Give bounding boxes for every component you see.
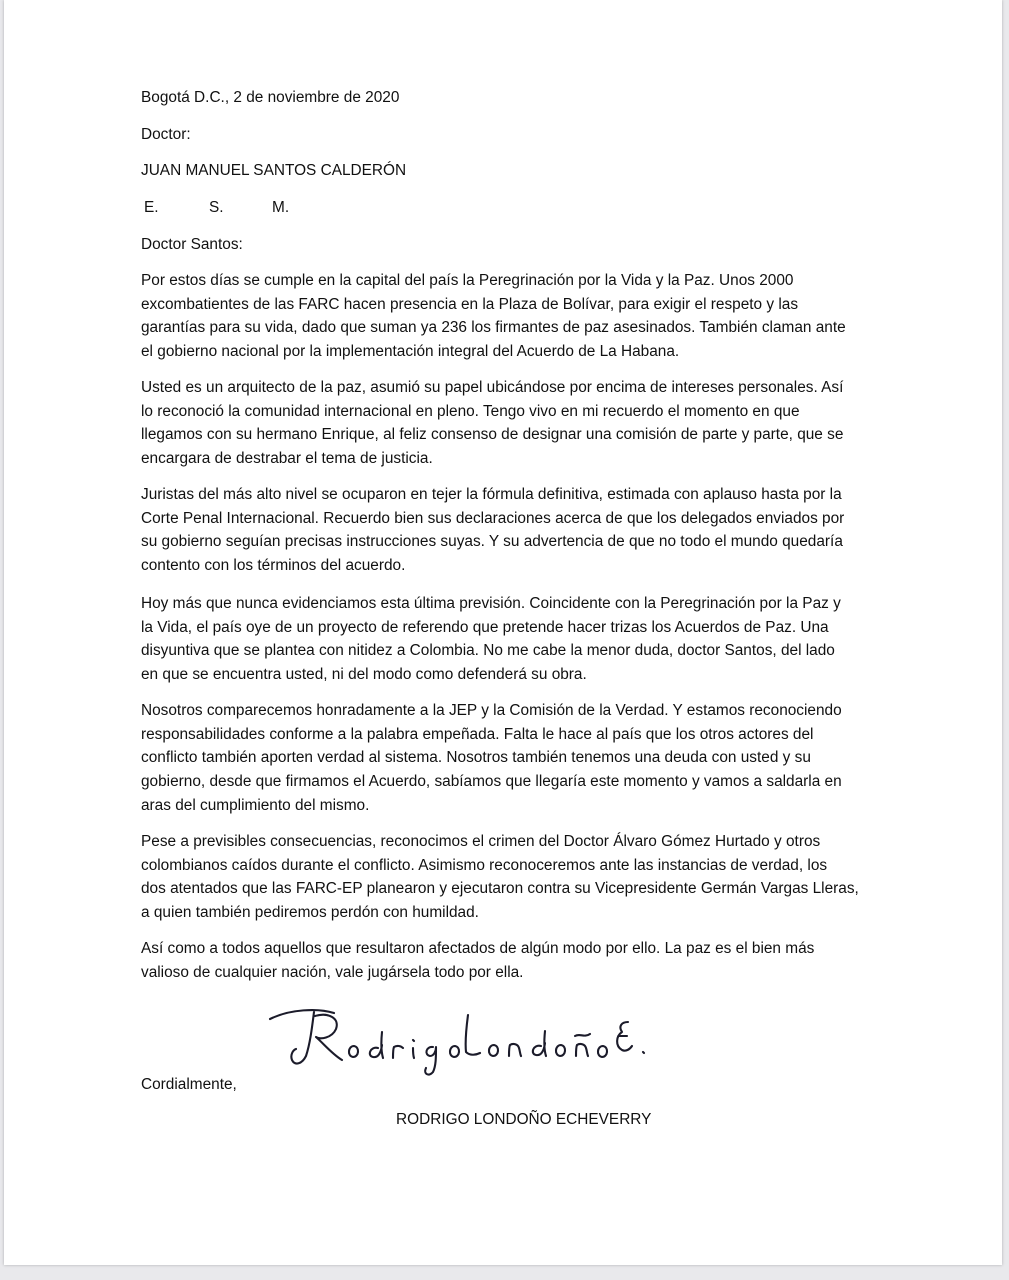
closing: Cordialmente, — [141, 1076, 237, 1093]
paragraph-line: Así como a todos aquellos que resultaron afectados de algún modo por ello. La paz es el bien más — [141, 940, 815, 957]
recipient-name: JUAN MANUEL SANTOS CALDERÓN — [141, 162, 407, 179]
paragraph-line: dos atentados que las FARC-EP planearon y ejecutaron contra su Vicepresidente Germán Vargas Lleras, — [141, 880, 859, 898]
paragraph-2 — [141, 376, 901, 471]
salutation-title: Doctor: — [141, 126, 191, 143]
paragraph-line: disyuntiva que se plantea con nitidez a Colombia. No me cabe la menor duda, doctor Santos, del lado — [141, 642, 835, 660]
greeting: Doctor Santos: — [141, 236, 243, 253]
paragraph-line: Usted es un arquitecto de la paz, asumió su papel ubicándose por encima de intereses personales. Así — [141, 379, 844, 396]
paragraph-7 — [141, 937, 901, 984]
paragraph-line: Por estos días se cumple en la capital del país la Peregrinación por la Vida y la Paz. Unos 2000 — [141, 272, 794, 289]
paragraph-line: la Vida, el país oye de un proyecto de referendo que pretende hacer trizas los Acuerdos de Paz. Una — [141, 618, 829, 636]
paragraph-line: Corte Penal Internacional. Recuerdo bien sus declaraciones acerca de que los delegados enviados por — [141, 509, 845, 527]
paragraph-line: Nosotros comparecemos honradamente a la JEP y la Comisión de la Verdad. Y estamos reconociendo — [141, 702, 842, 719]
paragraph-line: Pese a previsibles consecuencias, reconocimos el crimen del Doctor Álvaro Gómez Hurtado y otros — [141, 833, 821, 850]
paragraph-4 — [141, 592, 901, 687]
paragraph-line: en que se encuentra usted, ni del modo como defenderá su obra. — [141, 666, 587, 684]
paragraph-5 — [141, 699, 901, 818]
esm-e: E. — [144, 199, 159, 216]
esm-m: M. — [272, 199, 290, 216]
place-date: Bogotá D.C., 2 de noviembre de 2020 — [141, 89, 400, 106]
paragraph-line: conflicto también aporten verdad al sistema. Nosotros también tenemos una deuda con usted y su — [141, 749, 811, 767]
paragraph-line: llegamos con su hermano Enrique, al feliz consenso de designar una comisión de parte y parte, que se — [141, 426, 844, 444]
handwritten-signature — [262, 1000, 652, 1080]
paragraph-1 — [141, 269, 901, 364]
paragraph-line: Hoy más que nunca evidenciamos esta última previsión. Coincidente con la Peregrinación por la Paz y — [141, 595, 841, 612]
paragraph-line: a quien también pediremos perdón con humildad. — [141, 904, 479, 922]
paragraph-line: valioso de cualquier nación, vale jugársela todo por ella. — [141, 963, 524, 981]
paragraph-line: colombianos caídos durante el conflicto. Asimismo reconoceremos ante las instancias de verdad, los — [141, 856, 828, 874]
paragraph-line: su gobierno seguían precisas instrucciones suyas. Y su advertencia de que no todo el mundo quedaría — [141, 533, 843, 551]
paragraph-line: contento con los términos del acuerdo. — [141, 557, 406, 575]
esm-line — [141, 196, 901, 220]
paragraph-line: gobierno, desde que firmamos el Acuerdo, sabíamos que llegaría este momento y vamos a saldarla en — [141, 773, 842, 791]
paragraph-6 — [141, 830, 901, 925]
paragraph-line: lo reconoció la comunidad internacional en pleno. Tengo vivo en mi recuerdo el momento en que — [141, 402, 800, 420]
signer-name: RODRIGO LONDOÑO ECHEVERRY — [396, 1111, 652, 1128]
paragraph-line: garantías para su vida, dado que suman ya 236 los firmantes de paz asesinados. También claman ante — [141, 319, 846, 337]
paragraph-line: aras del cumplimiento del mismo. — [141, 796, 370, 814]
paragraph-line: Juristas del más alto nivel se ocuparon en tejer la fórmula definitiva, estimada con aplauso hasta por la — [141, 486, 842, 503]
paragraph-line: encargara de destrabar el tema de justicia. — [141, 450, 433, 468]
paragraph-line: responsabilidades conforme a la palabra empeñada. Falta le hace al país que los otros actores del — [141, 725, 814, 743]
paragraph-line: excombatientes de las FARC hacen presencia en la Plaza de Bolívar, para exigir el respeto y las — [141, 295, 799, 313]
esm-s: S. — [209, 199, 224, 216]
paragraph-3 — [141, 483, 901, 578]
paragraph-line: el gobierno nacional por la implementación integral del Acuerdo de La Habana. — [141, 343, 680, 361]
